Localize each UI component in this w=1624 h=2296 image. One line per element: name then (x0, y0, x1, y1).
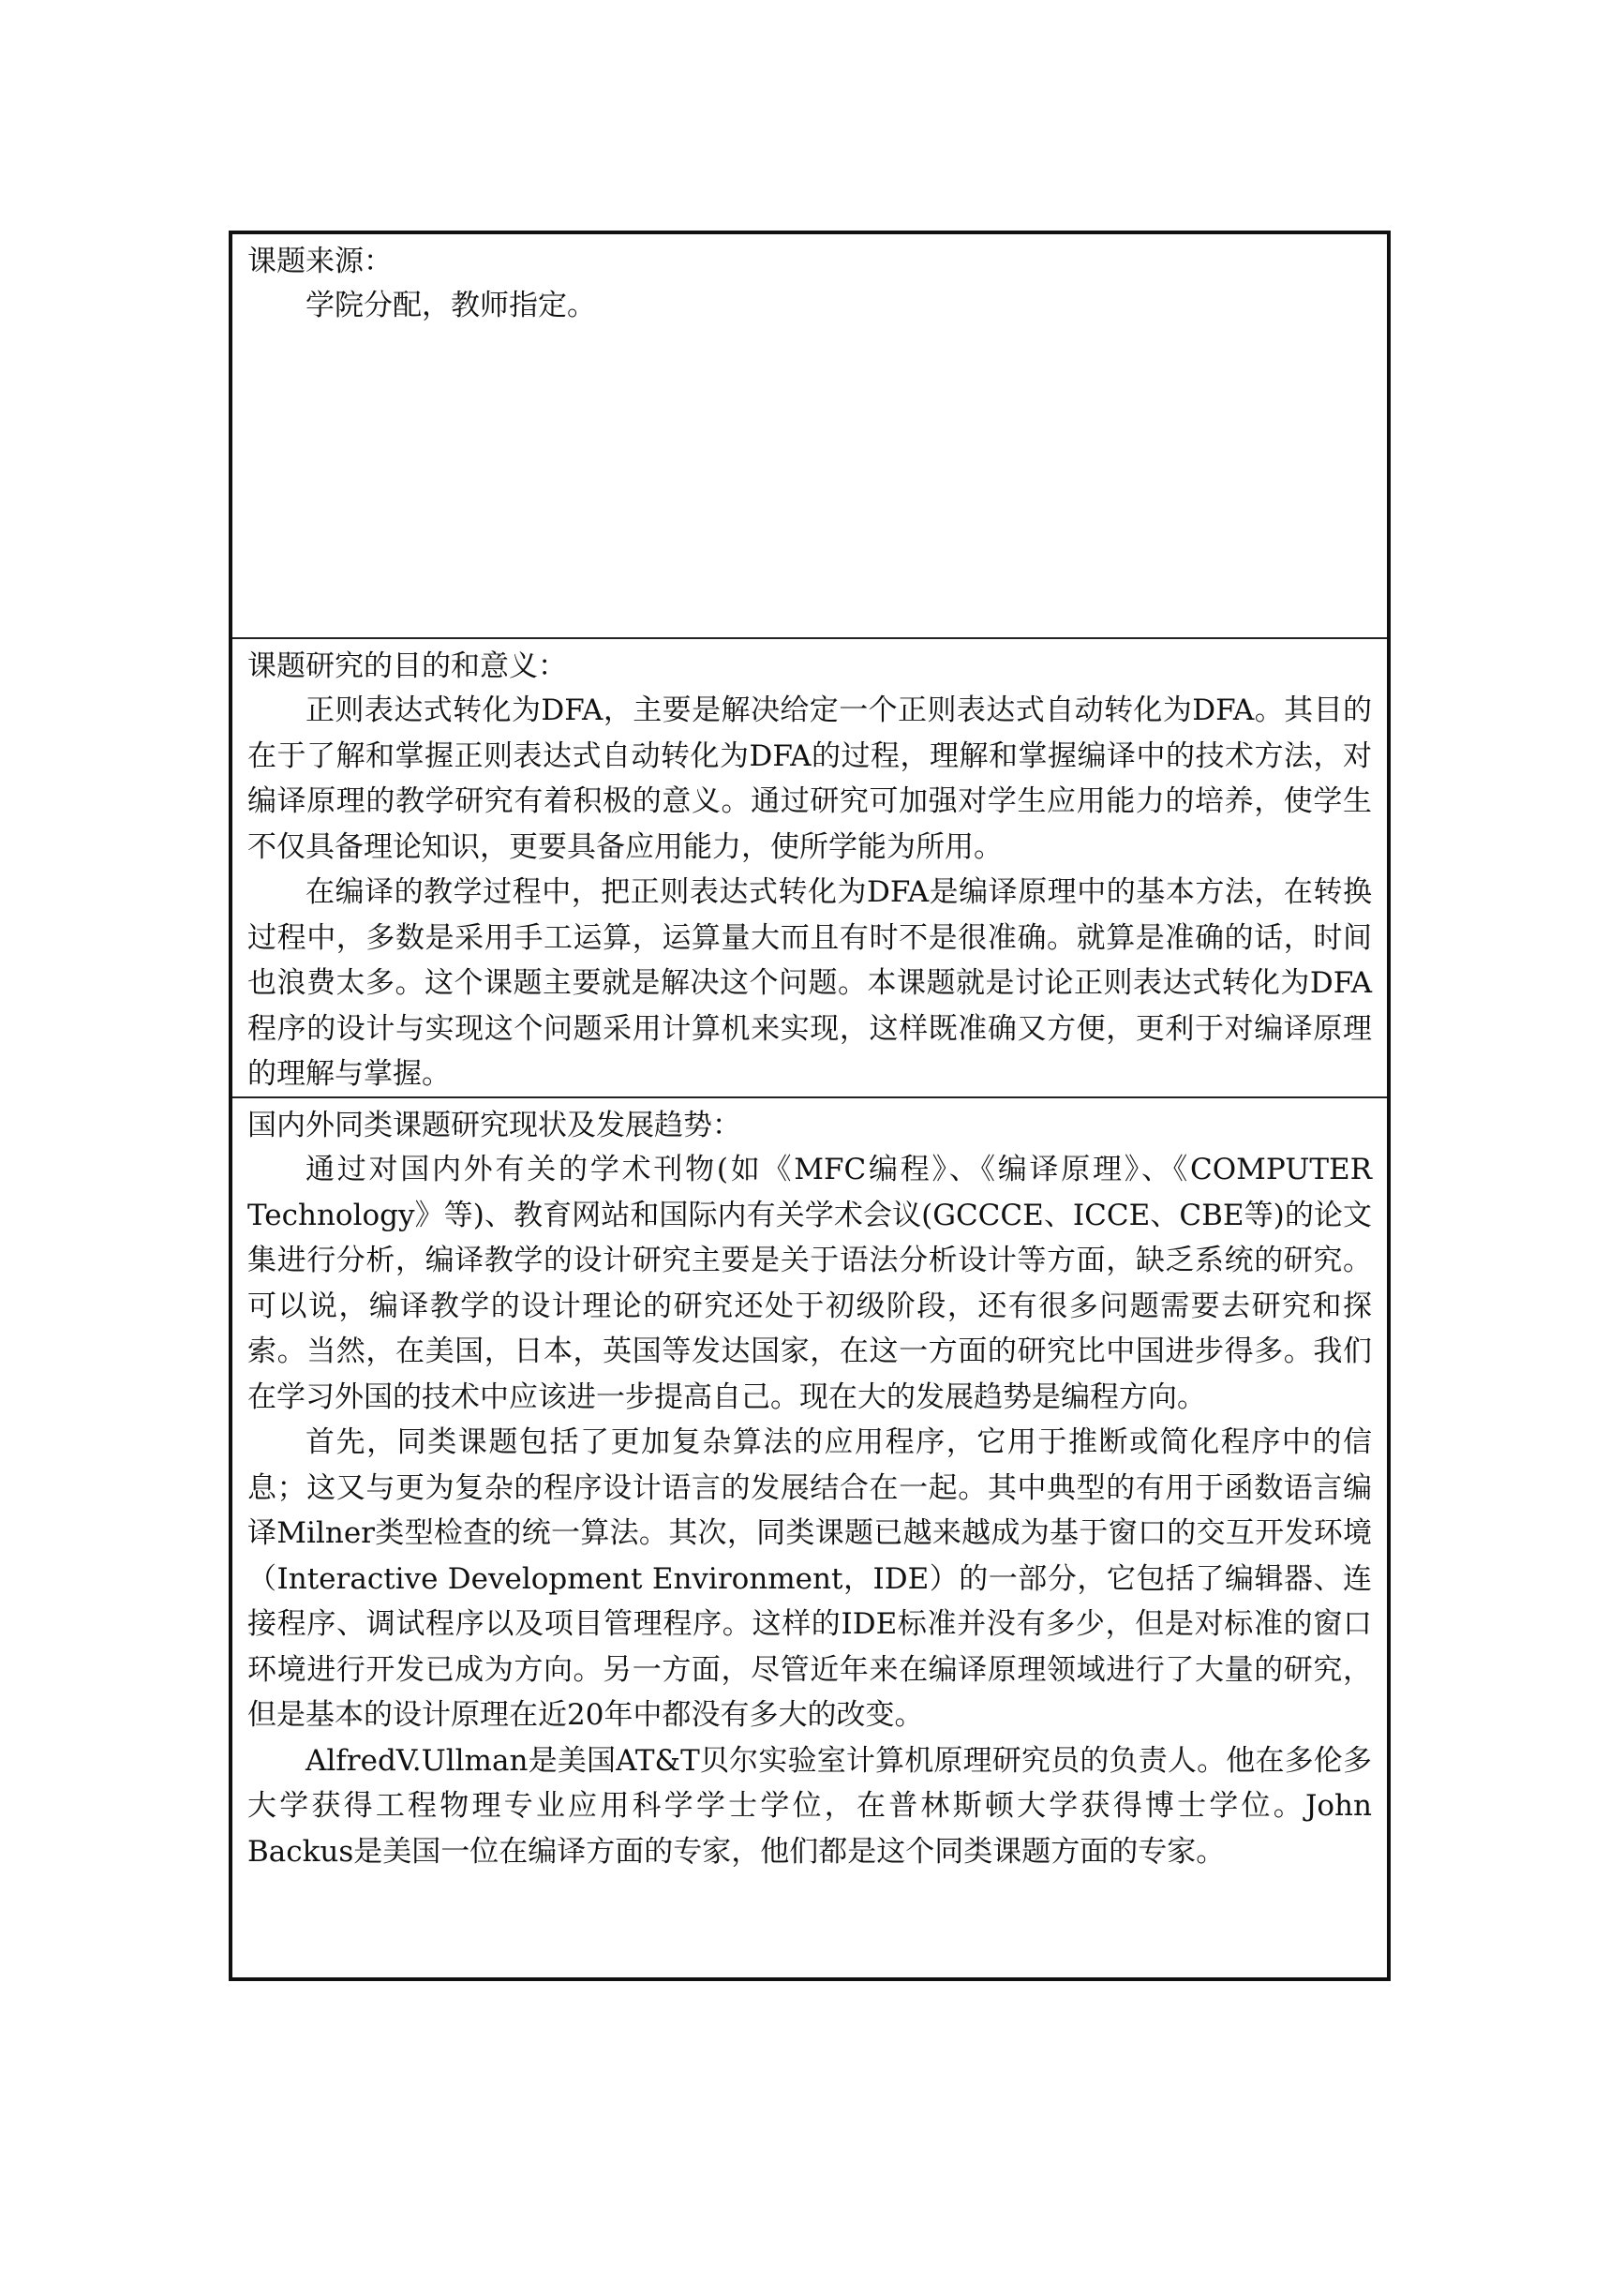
paragraph: 在编译的教学过程中，把正则表达式转化为DFA是编译原理中的基本方法，在转换过程中，多数是采用手工运算，运算量大而且有时不是很准确。就算是准确的话，时间也浪费太多。这个课题主要就是解决这个问题。本课题就是讨论正则表达式转化为DFA程序的设计与实现这个问题采用计算机来实现，这样既准确又方便，更利于对编译原理的理解与掌握。 (247, 875, 1372, 1091)
section-research-status (232, 1098, 1387, 1977)
section-topic-source (232, 234, 1387, 639)
section-purpose-significance (232, 639, 1387, 1098)
paragraph: AlfredV.Ullman是美国AT&T贝尔实验室计算机原理研究员的负责人。他在多伦多大学获得工程物理专业应用科学学士学位，在普林斯顿大学获得博士学位。John Backus是美国一位在编译方面的专家，他们都是这个同类课题方面的专家。 (247, 1743, 1372, 1869)
section-heading: 课题来源： (247, 245, 393, 278)
paragraph: 正则表达式转化为DFA，主要是解决给定一个正则表达式自动转化为DFA。其目的在于了解和掌握正则表达式自动转化为DFA的过程，理解和掌握编译中的技术方法，对编译原理的教学研究有着积极的意义。通过研究可加强对学生应用能力的培养，使学生不仅具备理论知识，更要具备应用能力，使所学能为所用。 (247, 693, 1372, 864)
paragraph: 首先，同类课题包括了更加复杂算法的应用程序，它用于推断或简化程序中的信息；这又与更为复杂的程序设计语言的发展结合在一起。其中典型的有用于函数语言编译Milner类型检查的统一算法。其次，同类课题已越来越成为基于窗口的交互开发环境（Interactive Development Environment，IDE）的一部分，它包括了编辑器、连接程序、调试程序以及项目管理程序。这样的IDE标准并没有多少，但是对标准的窗口环境进行开发已成为方向。另一方面，尽管近年来在编译原理领域进行了大量的研究，但是基本的设计原理在近20年中都没有多大的改变。 (247, 1425, 1372, 1732)
section-heading: 国内外同类课题研究现状及发展趋势： (247, 1109, 741, 1142)
paragraph: 通过对国内外有关的学术刊物(如《MFC编程》、《编译原理》、《COMPUTER Technology》等)、教育网站和国际内有关学术会议(GCCCE、ICCE、CBE等)的论文集进行分析，编译教学的设计研究主要是关于语法分析设计等方面，缺乏系统的研究。可以说，编译教学的设计理论的研究还处于初级阶段，还有很多问题需要去研究和探索。当然，在美国，日本，英国等发达国家，在这一方面的研究比中国进步得多。我们在学习外国的技术中应该进一步提高自己。现在大的发展趋势是编程方向。 (247, 1153, 1372, 1414)
proposal-table (229, 231, 1391, 1981)
paragraph: 学院分配，教师指定。 (305, 289, 596, 322)
section-heading: 课题研究的目的和意义： (247, 649, 567, 683)
